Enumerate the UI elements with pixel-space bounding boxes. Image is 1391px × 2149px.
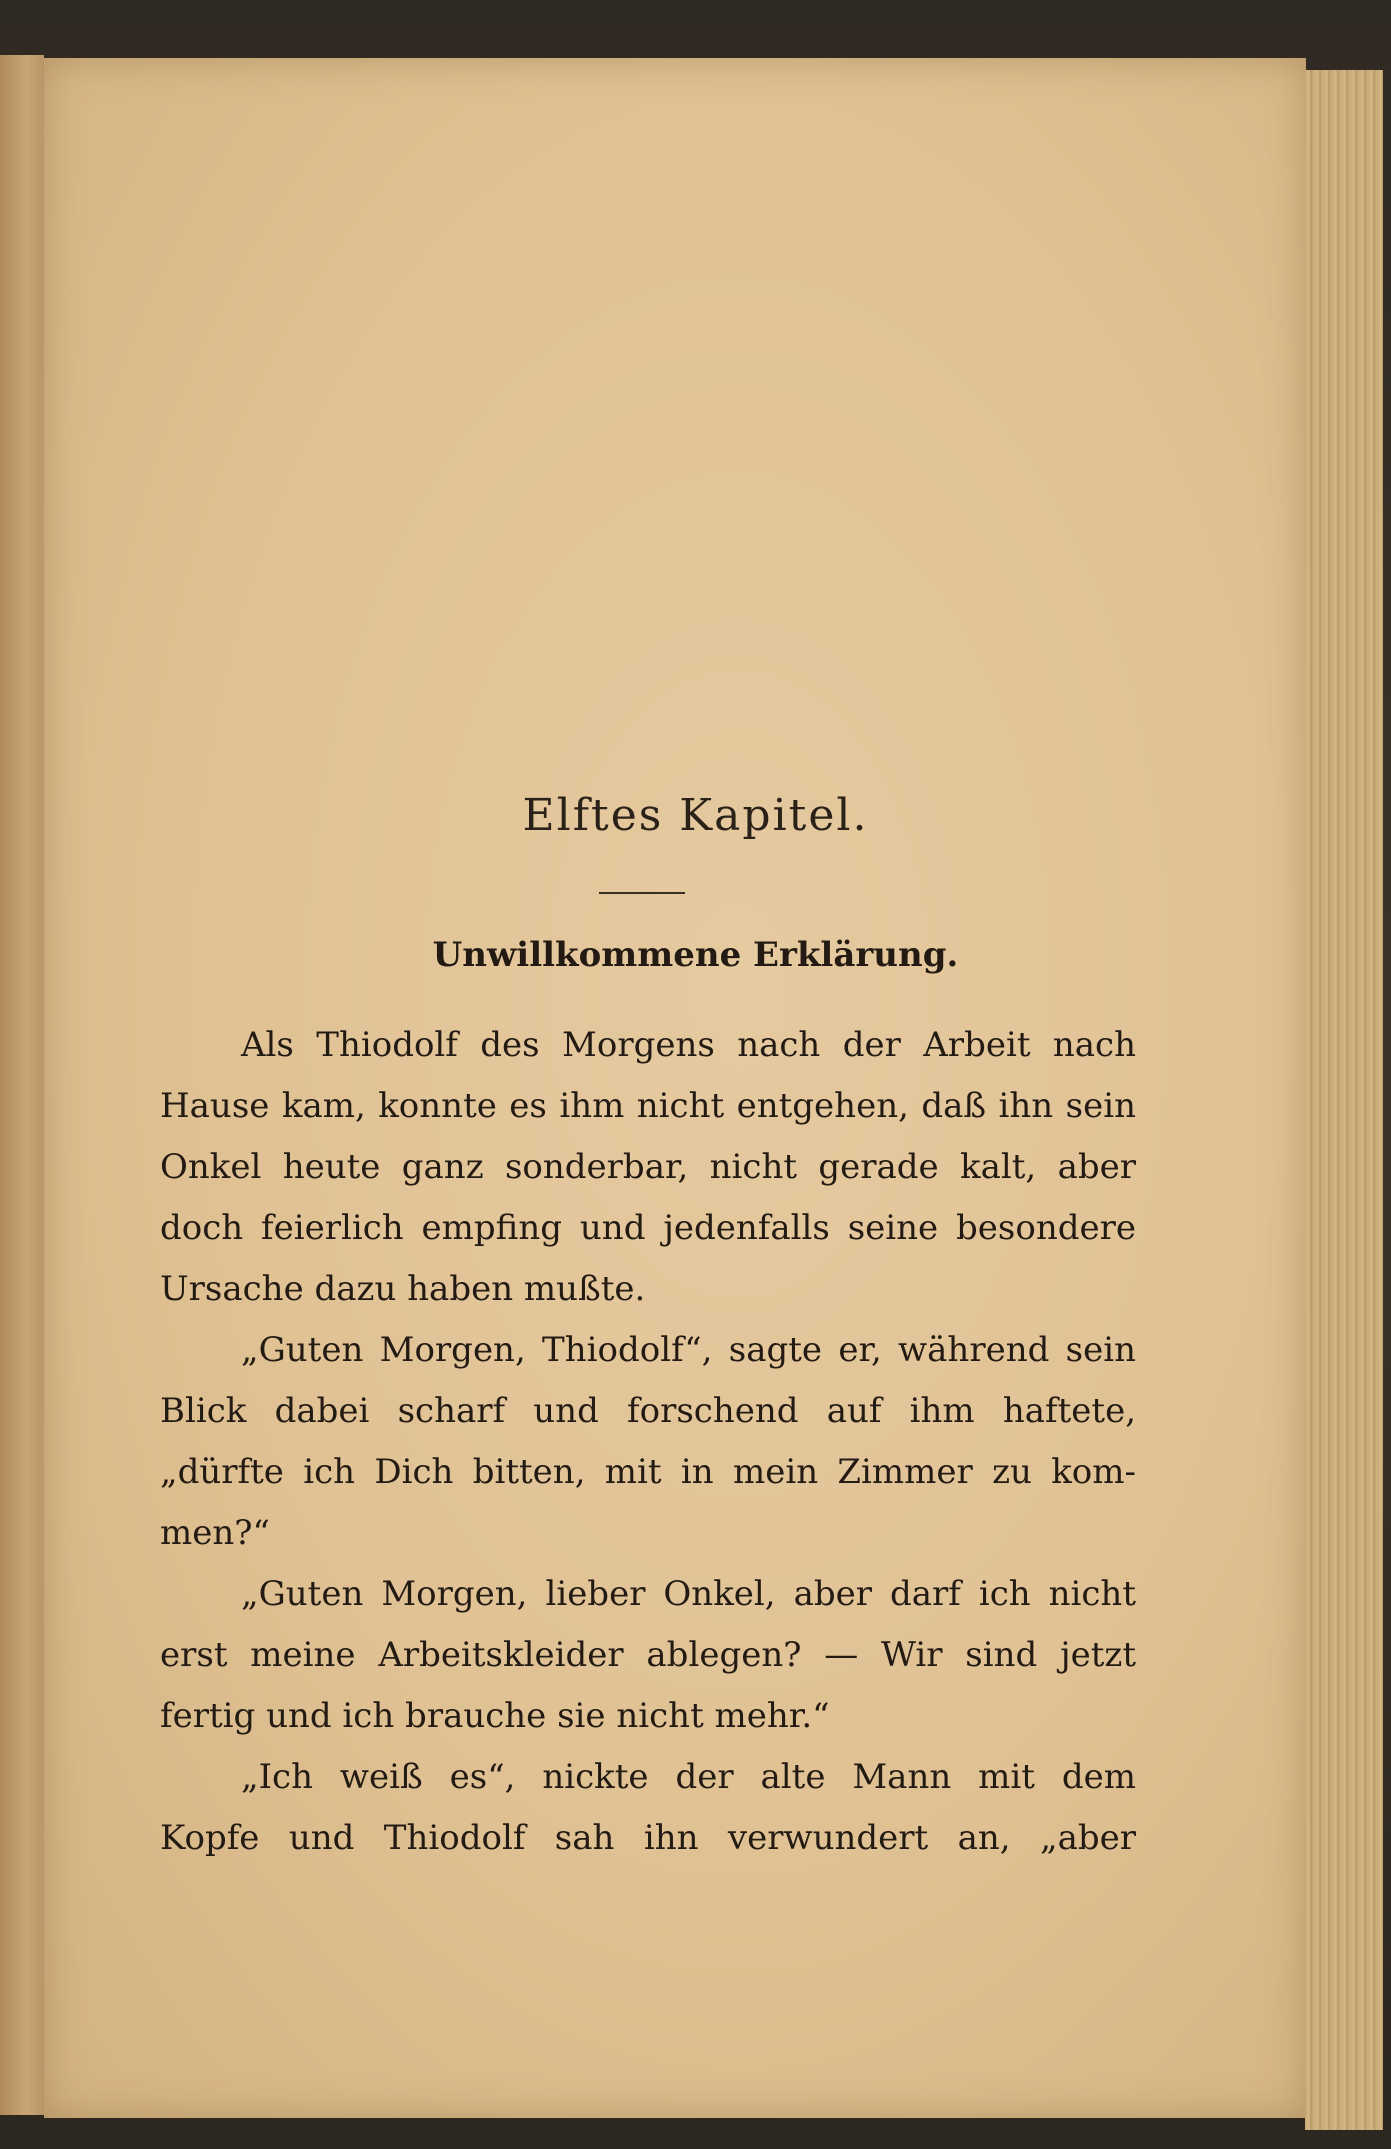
page-stack-edge bbox=[1305, 70, 1383, 2130]
text-line: „Guten Morgen, Thiodolf“, sagte er, während sein bbox=[241, 1330, 1136, 1370]
text-line: Onkel heute ganz sonderbar, nicht gerade kalt, aber bbox=[160, 1147, 1136, 1187]
text-line: men?“ bbox=[160, 1513, 270, 1553]
text-line: „dürfte ich Dich bitten, mit in mein Zimmer zu kom- bbox=[160, 1452, 1136, 1492]
text-line: Ursache dazu haben mußte. bbox=[160, 1269, 646, 1309]
text-line: Hause kam, konnte es ihm nicht entgehen, daß ihn sein bbox=[160, 1086, 1136, 1126]
text-line: Kopfe und Thiodolf sah ihn verwundert an, „aber bbox=[160, 1818, 1136, 1858]
body-text bbox=[160, 1015, 1136, 1869]
chapter-subtitle: Unwillkommene Erklärung. bbox=[432, 935, 959, 975]
text-line: erst meine Arbeitskleider ablegen? — Wir sind jetzt bbox=[160, 1635, 1136, 1675]
text-line: Als Thiodolf des Morgens nach der Arbeit nach bbox=[241, 1025, 1136, 1065]
text-line: „Guten Morgen, lieber Onkel, aber darf ich nicht bbox=[241, 1574, 1136, 1614]
left-page-edge bbox=[0, 55, 44, 2115]
text-line: „Ich weiß es“, nickte der alte Mann mit dem bbox=[241, 1757, 1136, 1797]
text-line: fertig und ich brauche sie nicht mehr.“ bbox=[160, 1696, 830, 1736]
text-line: doch feierlich empfing und jedenfalls seine besondere bbox=[160, 1208, 1136, 1248]
title-divider bbox=[599, 892, 685, 894]
text-line: Blick dabei scharf und forschend auf ihm haftete, bbox=[160, 1391, 1136, 1431]
chapter-title: Elftes Kapitel. bbox=[522, 790, 869, 841]
